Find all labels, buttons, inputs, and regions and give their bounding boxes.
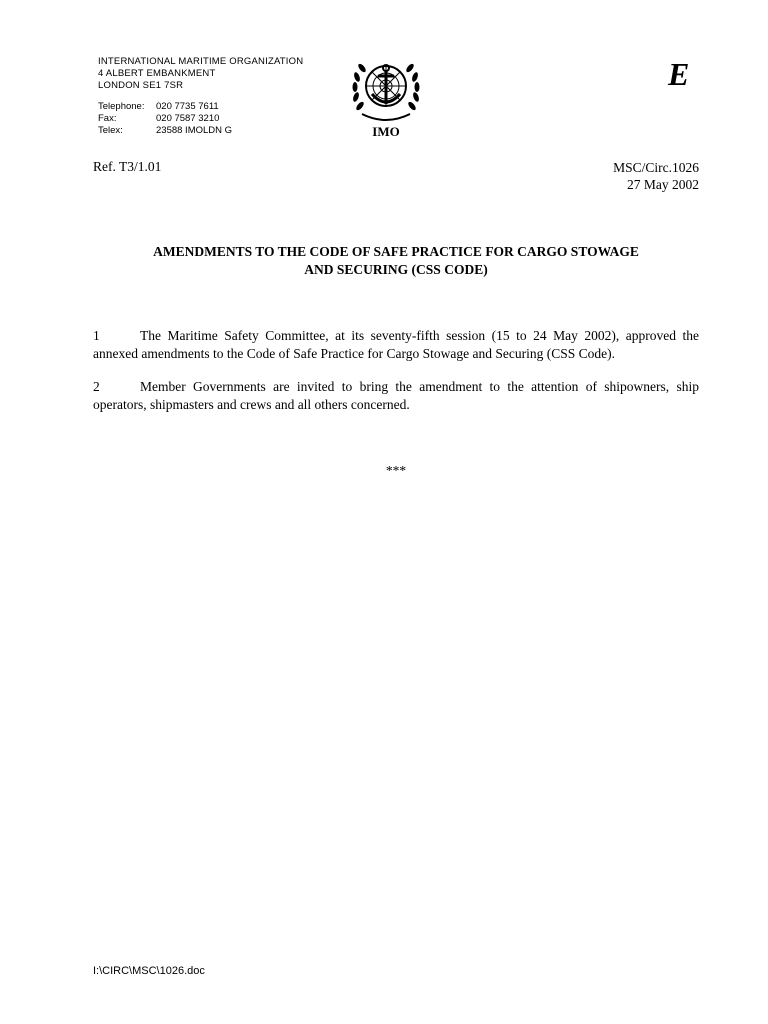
circular-block: [613, 159, 699, 193]
imo-emblem-icon: [348, 56, 424, 126]
emblem-caption: IMO: [372, 124, 400, 139]
paragraph-2: [93, 378, 699, 414]
document-title: [93, 243, 699, 279]
paragraph-number: 2: [93, 379, 100, 394]
contact-value: 020 7735 7611: [156, 101, 219, 112]
paragraph-text: The Maritime Safety Committee, at its seventy-fifth session (15 to 24 May 2002), approved the annexed amendments to the Code of Safe Practice for Cargo Stowage and Securing (CSS Code).: [93, 328, 699, 361]
contact-label: Telex:: [98, 125, 123, 136]
org-city: LONDON SE1 7SR: [98, 80, 184, 91]
paragraph-1: [93, 327, 699, 363]
circular-date: 27 May 2002: [627, 177, 699, 192]
org-street: 4 ALBERT EMBANKMENT: [98, 68, 216, 79]
contact-label: Fax:: [98, 113, 117, 124]
contact-value: 020 7587 3210: [156, 113, 220, 124]
contact-label: Telephone:: [98, 101, 145, 112]
contact-telephone: [98, 101, 232, 113]
contact-fax: [98, 113, 232, 125]
circular-number: MSC/Circ.1026: [613, 160, 699, 175]
org-name: INTERNATIONAL MARITIME ORGANIZATION: [98, 56, 304, 67]
contact-block: [98, 101, 232, 137]
contact-telex: [98, 125, 232, 137]
file-path-footer: I:\CIRC\MSC\1026.doc: [93, 965, 205, 977]
organization-address: [98, 56, 303, 92]
paragraph-number: 1: [93, 328, 100, 343]
paragraph-text: Member Governments are invited to bring the amendment to the attention of shipowners, ship operators, shipmasters and crews and all others concerned.: [93, 379, 699, 412]
title-line: AND SECURING (CSS CODE): [304, 262, 488, 277]
title-line: AMENDMENTS TO THE CODE OF SAFE PRACTICE FOR CARGO STOWAGE: [153, 244, 639, 259]
reference-number: Ref. T3/1.01: [93, 159, 162, 174]
contact-value: 23588 IMOLDN G: [156, 125, 233, 136]
section-separator: ***: [385, 463, 407, 478]
language-code: E: [668, 56, 690, 92]
